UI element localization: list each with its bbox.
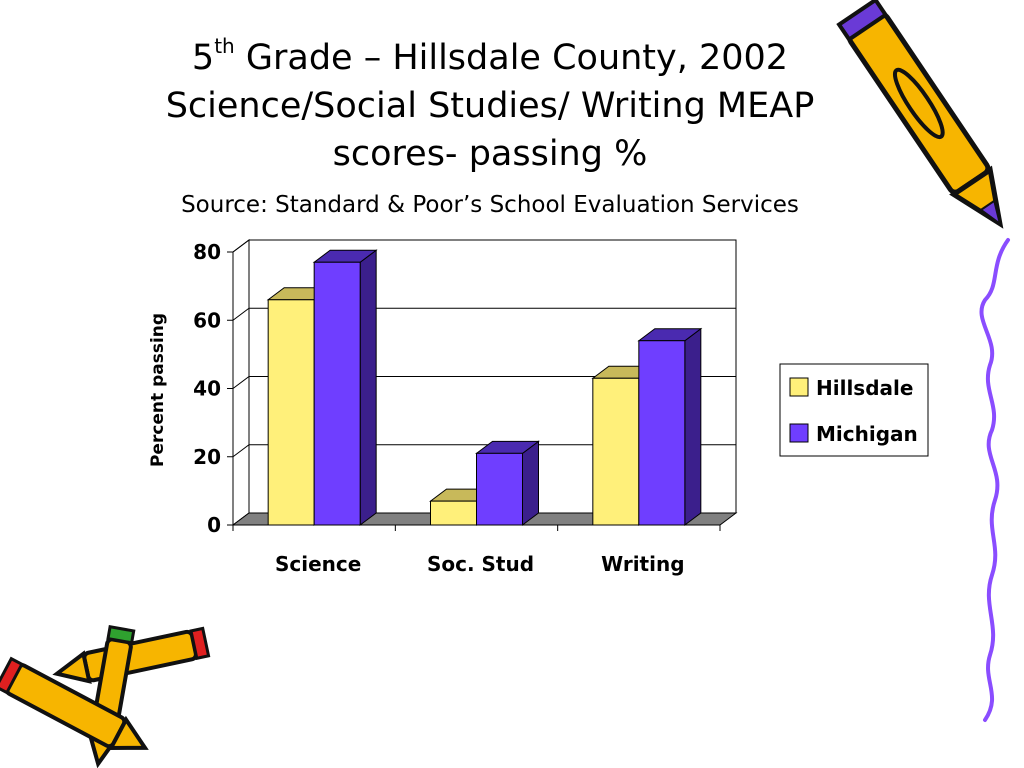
y-tick-label: 60 [193, 308, 221, 333]
bar-michigan-science [314, 250, 376, 525]
y-axis-title: Percent passing [148, 312, 168, 468]
x-category-label: Science [274, 552, 362, 576]
source-caption: Source: Standard & Poor’s School Evaluation Services [181, 192, 799, 218]
chart-legend [780, 364, 928, 456]
bar-face [477, 453, 523, 525]
pencil-icon-top-right [839, 0, 1018, 236]
title-grade-number: 5 [191, 38, 215, 78]
legend-swatch-michigan [790, 424, 808, 442]
x-category-labels [275, 552, 685, 576]
legend-swatch-hillsdale [790, 378, 808, 396]
bar-michigan-soc-stud [477, 441, 539, 525]
title-line-1-rest: Grade – Hillsdale County, 2002 [234, 38, 789, 78]
y-tick-label: 20 [193, 444, 221, 469]
bar-side [685, 329, 701, 525]
title-line-2: Science/Social Studies/ Writing MEAP [165, 86, 815, 126]
title-grade-suffix: th [214, 34, 235, 58]
y-tick-label: 80 [193, 240, 221, 264]
y-tick-label: 40 [193, 376, 221, 401]
legend-label-michigan: Michigan [816, 422, 918, 446]
x-category-label: Writing [601, 552, 685, 576]
bar-face [268, 300, 314, 525]
bar-michigan-writing [639, 329, 701, 525]
y-tick-label: 0 [207, 513, 221, 537]
wavy-line-decoration [981, 240, 1008, 720]
bar-side [523, 441, 539, 525]
bar-face [431, 501, 477, 525]
bar-side [360, 250, 376, 525]
bar-face [593, 378, 639, 525]
bar-face [314, 262, 360, 525]
title-line-3: scores- passing % [332, 134, 648, 174]
bar-face [639, 341, 685, 525]
legend-label-hillsdale: Hillsdale [816, 376, 914, 400]
x-category-label: Soc. Stud [426, 552, 535, 576]
y-tick-labels [193, 240, 221, 537]
